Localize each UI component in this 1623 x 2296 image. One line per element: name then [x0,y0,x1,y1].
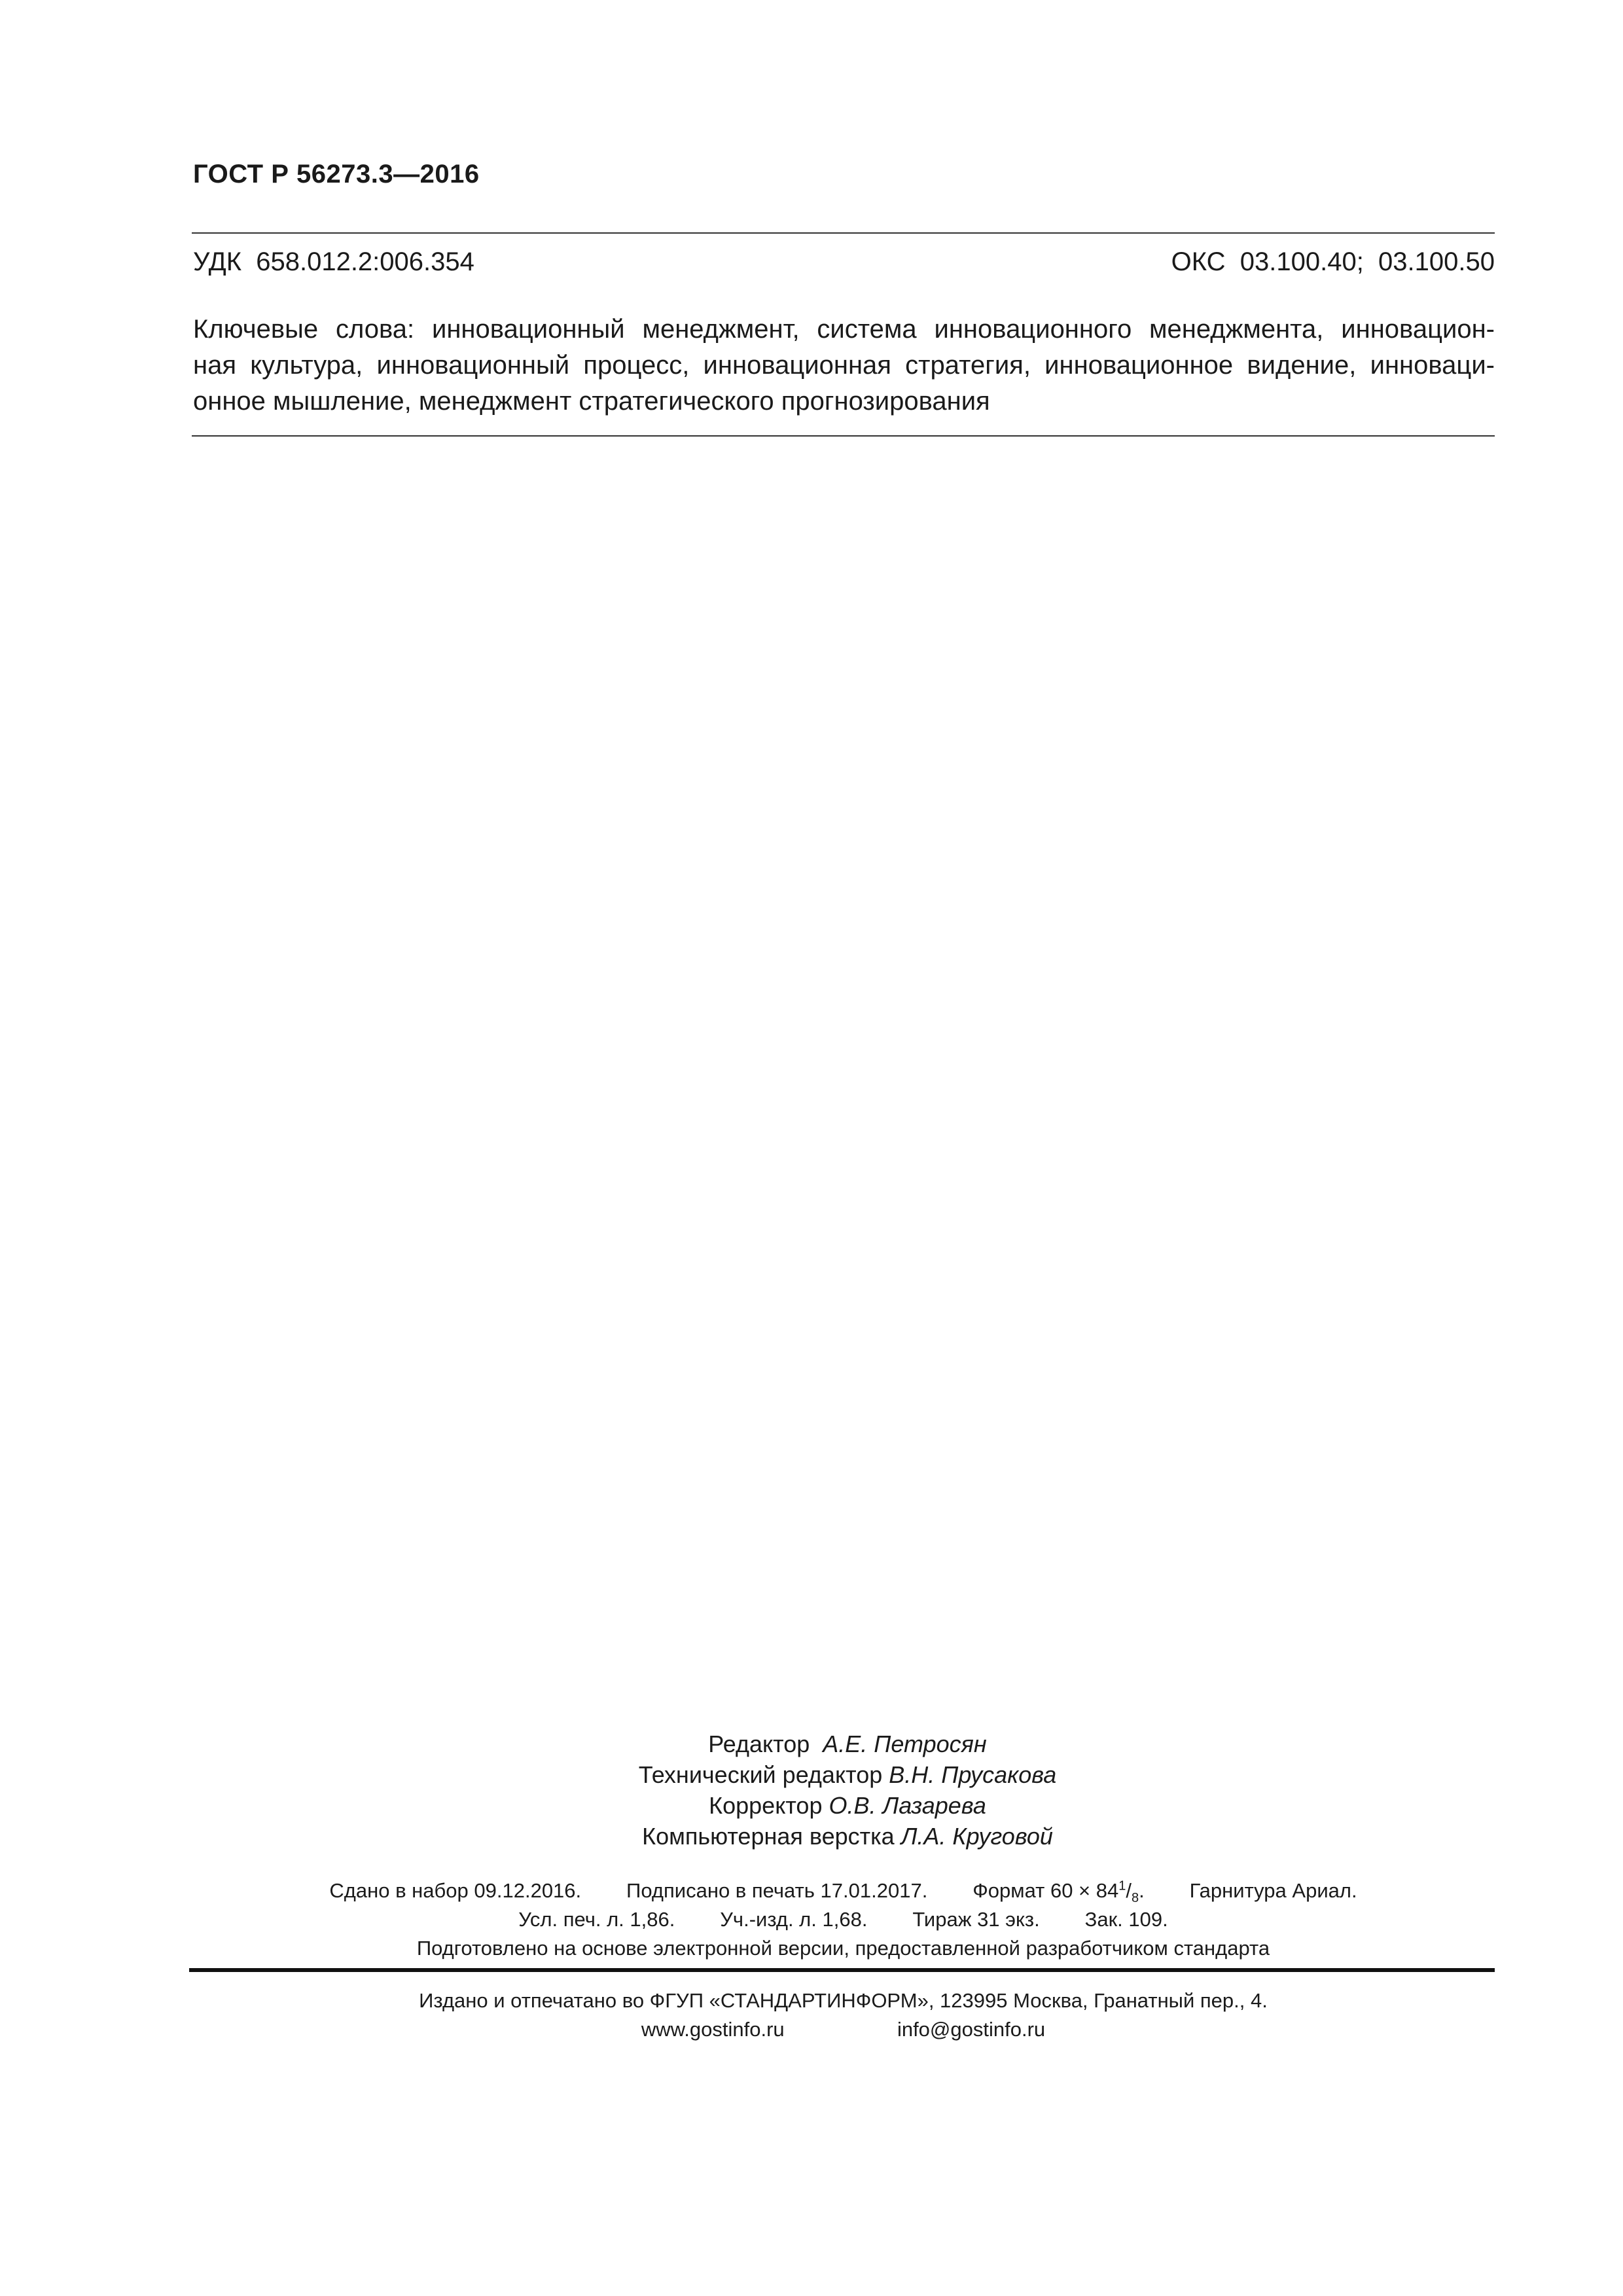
corrector-line [576,1790,1119,1821]
publisher-line: Издано и отпечатано во ФГУП «СТАНДАРТИНФОРМ», 123995 Москва, Гранатный пер., 4. [419,1989,1268,2012]
udk-code: УДК 658.012.2:006.354 [193,247,474,276]
imprint-line-1-text: Сдано в набор 09.12.2016. Подписано в печать 17.01.2017. Формат 60 × 84 [329,1879,1119,1902]
corrector-name: О.В. Лазарева [829,1792,986,1819]
editor-line [576,1729,1119,1759]
editor-name: А.Е. Петросян [823,1731,987,1757]
keywords-divider [192,435,1495,437]
standard-code: ГОСТ Р 56273.3—2016 [193,160,480,188]
format-separator: / [1126,1879,1132,1902]
imprint-line-1 [192,1876,1495,1905]
keywords-block [193,312,1495,420]
imprint-line-2: Усл. печ. л. 1,86. Уч.-изд. л. 1,68. Тираж 31 экз. Зак. 109. [518,1908,1168,1931]
keywords-line: Ключевые слова: инновационный менеджмент, система инновационного менеджмента, инновацион- [193,315,1495,344]
top-divider [192,232,1495,234]
email-link: info@gostinfo.ru [897,2018,1046,2041]
layout-name: Л.А. Круговой [901,1823,1053,1850]
website-link: www.gostinfo.ru [641,2018,785,2041]
layout-label: Компьютерная верстка [642,1823,895,1850]
imprint-line-3: Подготовлено на основе электронной версии, предоставленной разработчиком стандарта [416,1937,1270,1960]
format-superscript: 1 [1118,1878,1126,1893]
bottom-thick-divider [189,1968,1495,1972]
keywords-line: онное мышление, менеджмент стратегического прогнозирования [193,387,990,416]
publisher-contacts [192,2015,1495,2044]
tech-editor-name: В.Н. Прусакова [889,1761,1057,1788]
tech-editor-line [576,1759,1119,1790]
editor-label: Редактор [708,1731,810,1757]
format-subscript: 8 [1132,1891,1139,1906]
credits-block [576,1729,1119,1852]
keywords-line: ная культура, инновационный процесс, инновационная стратегия, инновационное видение, инноваци- [193,351,1495,380]
tech-editor-label: Технический редактор [638,1761,883,1788]
corrector-label: Корректор [709,1792,823,1819]
layout-line [576,1821,1119,1852]
imprint-line-1-tail: . Гарнитура Ариал. [1139,1879,1357,1902]
oks-code: ОКС 03.100.40; 03.100.50 [1171,247,1495,276]
